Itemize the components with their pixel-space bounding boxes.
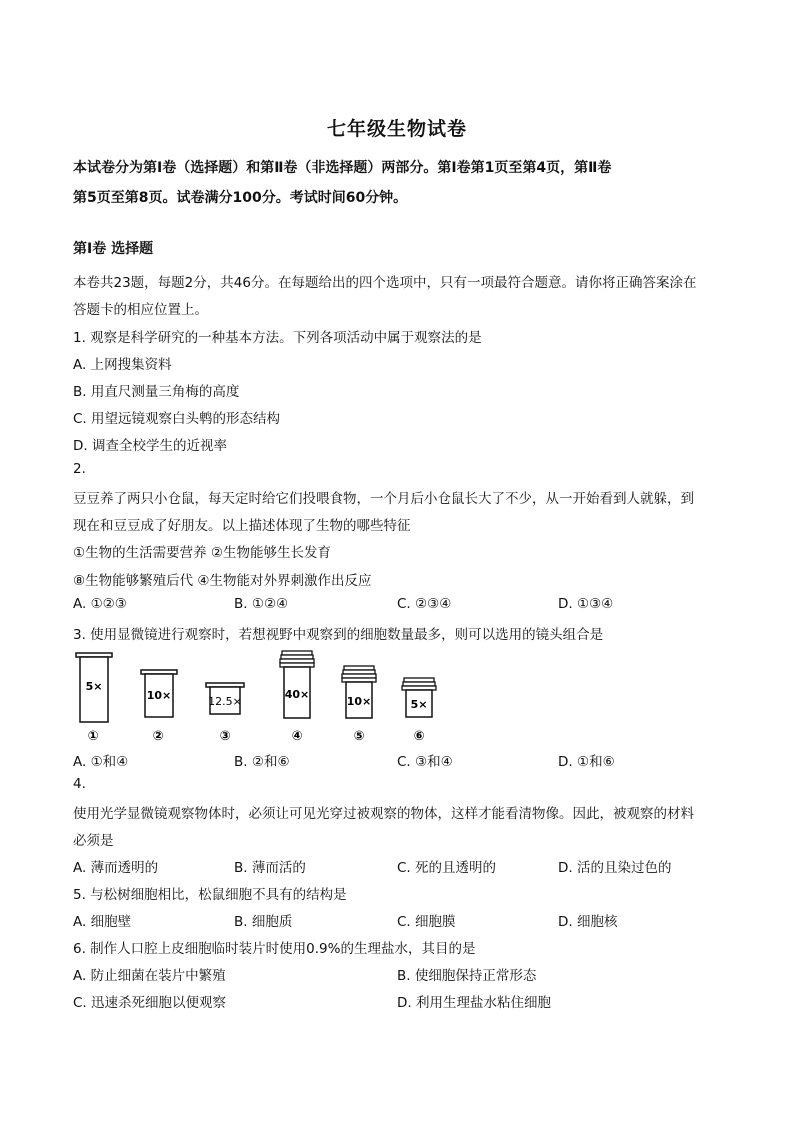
- lens-4-mag: 40×: [284, 688, 310, 701]
- lens-2-mag: 10×: [146, 689, 172, 702]
- lens-1-label: ①: [87, 729, 99, 744]
- page-title: 七年级生物试卷: [326, 118, 467, 140]
- q5-stem: 5. 与松树细胞相比，松鼠细胞不具有的结构是: [73, 887, 347, 903]
- q4-options: [73, 856, 723, 876]
- q3-option-d: D. ①和⑥: [558, 754, 615, 770]
- lens-2: [141, 670, 177, 744]
- q6-options-row-2: [73, 991, 723, 1011]
- instructions-line-2: 答题卡的相应位置上。: [73, 302, 208, 318]
- q6-option-c: C. 迅速杀死细胞以便观察: [73, 995, 227, 1011]
- q2-items-line-1: ①生物的生活需要营养 ②生物能够生长发育: [73, 545, 331, 561]
- lens-5: [342, 666, 376, 744]
- q5-option-c: C. 细胞膜: [397, 914, 456, 930]
- q4-option-a: A. 薄而透明的: [73, 860, 159, 876]
- lens-6: [402, 678, 436, 744]
- lens-4-label: ④: [291, 729, 303, 744]
- lens-2-label: ②: [152, 729, 164, 744]
- q3-option-b: B. ②和⑥: [234, 754, 290, 770]
- lens-3-label: ③: [219, 729, 231, 744]
- q3-option-c: C. ③和④: [397, 754, 453, 770]
- q2-stem-line-2: 现在和豆豆成了好朋友。以上描述体现了生物的哪些特征: [73, 518, 411, 534]
- q4-stem-line-2: 必须是: [73, 833, 114, 849]
- q2-stem-line-1: 豆豆养了两只小仓鼠，每天定时给它们投喂食物，一个月后小仓鼠长大了不少，从一开始看到人就躲，到: [73, 491, 694, 507]
- intro-line-1: 本试卷分为第Ⅰ卷（选择题）和第Ⅱ卷（非选择题）两部分。第Ⅰ卷第1页至第4页，第Ⅱ卷: [73, 160, 612, 176]
- q6-option-d: D. 利用生理盐水粘住细胞: [397, 995, 551, 1011]
- q2-option-c: C. ②③④: [397, 596, 452, 612]
- lens-5-mag: 10×: [346, 695, 372, 708]
- intro-line-2: 第5页至第8页。试卷满分100分。考试时间60分钟。: [73, 190, 408, 206]
- section-heading: 第Ⅰ卷 选择题: [73, 241, 154, 257]
- q2-option-a: A. ①②③: [73, 596, 127, 612]
- lens-1: [76, 653, 112, 744]
- q5-options: [73, 910, 723, 930]
- q4-stem-line-1: 使用光学显微镜观察物体时，必须让可见光穿过被观察的物体，这样才能看清物像。因此，被观察的材料: [73, 806, 694, 822]
- q2-option-d: D. ①③④: [558, 596, 614, 612]
- q2-option-b: B. ①②④: [234, 596, 289, 612]
- q6-option-b: B. 使细胞保持正常形态: [397, 968, 537, 984]
- instructions-line-1: 本卷共23题，每题2分，共46分。在每题给出的四个选项中，只有一项最符合题意。请你将正确答案涂在: [73, 275, 697, 291]
- q1-option-d: D. 调查全校学生的近视率: [73, 438, 227, 454]
- q3-option-a: A. ①和④: [73, 754, 129, 770]
- lens-3-mag: 12.5×: [208, 695, 242, 708]
- q2-options: [73, 596, 723, 616]
- q5-option-a: A. 细胞壁: [73, 914, 132, 930]
- lens-6-mag: 5×: [410, 698, 428, 711]
- lens-1-mag: 5×: [85, 680, 103, 693]
- q3-stem: 3. 使用显微镜进行观察时，若想视野中观察到的细胞数量最多，则可以选用的镜头组合是: [73, 627, 604, 643]
- q2-items-line-2: ⑧生物能够繁殖后代 ④生物能对外界刺激作出反应: [73, 573, 372, 589]
- q4-option-d: D. 活的且染过色的: [558, 860, 672, 876]
- q5-option-d: D. 细胞核: [558, 914, 618, 930]
- q4-number: 4.: [73, 776, 86, 792]
- lens-figure: [70, 650, 630, 745]
- q6-options-row-1: [73, 964, 723, 984]
- q4-option-c: C. 死的且透明的: [397, 860, 497, 876]
- q1-option-c: C. 用望远镜观察白头鹎的形态结构: [73, 411, 281, 427]
- q6-option-a: A. 防止细菌在装片中繁殖: [73, 968, 226, 984]
- q5-option-b: B. 细胞质: [234, 914, 293, 930]
- q6-stem: 6. 制作人口腔上皮细胞临时装片时使用0.9%的生理盐水，其目的是: [73, 941, 476, 957]
- q4-option-b: B. 薄而活的: [234, 860, 306, 876]
- q1-option-b: B. 用直尺测量三角梅的高度: [73, 384, 240, 400]
- q1-stem: 1. 观察是科学研究的一种基本方法。下列各项活动中属于观察法的是: [73, 330, 482, 346]
- q2-number: 2.: [73, 461, 86, 477]
- lens-5-label: ⑤: [353, 729, 365, 744]
- lens-6-label: ⑥: [413, 729, 425, 744]
- q3-options: [73, 750, 723, 770]
- q1-option-a: A. 上网搜集资料: [73, 357, 172, 373]
- lens-3: [206, 683, 244, 744]
- lens-4: [280, 651, 314, 744]
